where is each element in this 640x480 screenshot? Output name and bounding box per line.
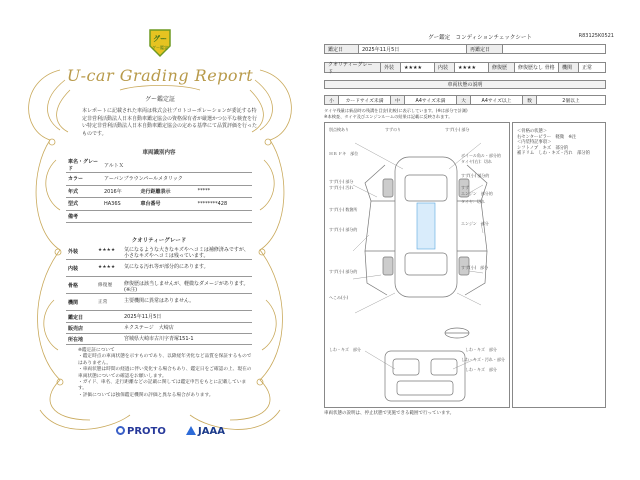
goo-kantei-badge-icon bbox=[148, 28, 172, 58]
date-row: 鑑定日 2025年11月5日 再鑑定日 bbox=[324, 44, 606, 54]
certificate-notes bbox=[78, 348, 254, 399]
quality-grade-row: クオリティーグレード 外装 ★★★★ 内装 ★★★★ 修復歴 修復歴なし 骨格 機関 正常 bbox=[324, 62, 606, 73]
vehicle-table bbox=[66, 158, 252, 223]
damage-annotation: しわ・キズ 部分 bbox=[465, 367, 497, 372]
damage-annotation: しわ・キズ 部分 bbox=[329, 347, 361, 352]
special-notes-list: ＜骨格の状態＞ 右センターピラー 軽微 ※注 ＜内装特記事項＞ シフトノブ キズ 部分的 補ドリム しわ・キズ・汚れ 部分的 bbox=[517, 129, 590, 157]
sheet-footer-note: 車両状態の説明は、停止状態で実施できる範囲で行っています。 bbox=[324, 411, 455, 416]
table-row bbox=[66, 210, 252, 223]
dealer-row: 販売店 ネクステージ 大崎店 bbox=[66, 324, 252, 334]
table-row bbox=[66, 173, 252, 186]
quality-row-interior: 内装 ★★★★ 気になる汚れ等が部分的にあります。 bbox=[66, 262, 252, 277]
note-item: ・ガイド、車名、走行距離などの記載に関しては鑑定申告をもとに記載しています。 bbox=[78, 380, 247, 392]
vehicle-value bbox=[102, 210, 252, 223]
badge-label: グー鑑定 bbox=[152, 45, 168, 50]
vehicle-key-2: 走行距離表示 bbox=[139, 185, 196, 198]
damage-annotation: ボイール角ル・部分的 bbox=[461, 153, 501, 158]
vehicle-value: アーバンブラウンパールメタリック bbox=[102, 173, 252, 186]
proto-logo: PROTO bbox=[116, 426, 166, 437]
condition-check-sheet bbox=[320, 0, 640, 480]
vehicle-key: 型式 bbox=[66, 198, 102, 211]
vehicle-value-2: ********428 bbox=[196, 198, 252, 211]
damage-annotation: すず(小) 汚れ bbox=[329, 185, 354, 190]
damage-annotation: タイヤ(右)：切れ bbox=[461, 159, 493, 164]
damage-annotation: しわ・キズ・汚れ・部分 bbox=[461, 357, 505, 362]
svg-text:グー: グー bbox=[153, 35, 167, 43]
vehicle-key: 年式 bbox=[66, 185, 102, 198]
vehicle-value: 2016年 bbox=[102, 185, 139, 198]
note-item: ・鑑定時点の車両状態を示すものであり、以降経年劣化など品質を保証するものではありません。 bbox=[78, 354, 252, 366]
table-row bbox=[66, 198, 252, 211]
sheet-code: R83125K0521 bbox=[578, 33, 614, 39]
quality-row-engine: 機関 正常 主要機関に異常はありません。 bbox=[66, 296, 252, 311]
damage-annotation: すず(小) 数箇所 bbox=[329, 207, 358, 212]
vehicle-key: カラー bbox=[66, 173, 102, 186]
condition-description-title: 車両状態の説明 bbox=[324, 80, 606, 89]
note-item: ・評価については独保鑑定機関の評価と異なる場合があります。 bbox=[78, 392, 214, 398]
quality-section-title: クオリティーグレード bbox=[131, 238, 187, 244]
table-row bbox=[66, 158, 252, 173]
damage-annotation: すず(小) 部分 bbox=[329, 179, 354, 184]
tire-legend: タイヤ残量は新品時の残溝を目安(比較)に表示しています。(※は部分で計測) ※本検査、タイヤ及びエンジンルームの結果は記載に反映されます。 bbox=[324, 108, 468, 119]
certificate-intro: 本レポートに記載された車両は株式会社プロトコーポレーションが委託する特定非営利活動法人日本自動車鑑定協会の資格保有者が厳選かつ公平な検査を行い特定非営利活動法人日本自動車鑑定協会の定める基準にて品質評価を行ったものです。 bbox=[82, 108, 258, 137]
damage-annotation: すず bbox=[461, 185, 470, 190]
certificate-subtitle: グー鑑定証 bbox=[144, 96, 175, 103]
jaaa-logo: JAAA bbox=[186, 426, 225, 437]
damage-annotation: タイヤ：切れ bbox=[461, 199, 485, 204]
damage-annotation: へこみ(小) bbox=[329, 295, 349, 300]
quality-row-frame: 骨格 修復歴 修復歴は該当しませんが、軽微なダメージがあります。(※注) bbox=[66, 279, 252, 294]
report-title: U-car Grading Report bbox=[66, 66, 254, 85]
table-row bbox=[66, 185, 252, 198]
address-row: 所在地 宮城県大崎市古川字青塚151-1 bbox=[66, 335, 252, 345]
inspection-date-row: 鑑定日 2025年11月5日 bbox=[66, 313, 252, 323]
damage-annotation: 別点検あり bbox=[329, 127, 349, 132]
damage-annotation: すず(小) 部分的 bbox=[329, 227, 358, 232]
vehicle-key-2: 車台番号 bbox=[139, 198, 196, 211]
damage-annotation: エンジン 部分的 bbox=[461, 191, 493, 196]
damage-annotation: すずのり bbox=[385, 127, 402, 132]
damage-annotation: すず(小) 部分的 bbox=[461, 173, 490, 178]
vehicle-section-title: 車両識別内容 bbox=[142, 150, 176, 156]
damage-annotation: すず(小) 部分 bbox=[461, 265, 489, 270]
damage-annotation: ＨＢ Ｆキ 部位 bbox=[329, 151, 359, 156]
sheet-title: グー鑑定 コンディションチェックシート bbox=[428, 35, 532, 41]
vehicle-damage-diagram bbox=[324, 122, 510, 408]
damage-annotation: すず(小) 部分的 bbox=[329, 269, 358, 274]
quality-row-exterior: 外装 ★★★★ 気になるような大きなキズやヘコミは補修済みですが、小さなキズやヘコミは残っています。 bbox=[66, 245, 252, 260]
note-item: ・車両状態は時間の経過に伴い変化する場合もあり、鑑定日をご確認の上、現在の車両状態についての確認をお願いします。 bbox=[78, 367, 252, 379]
vehicle-value: アルトＸ bbox=[102, 158, 252, 173]
special-notes-box bbox=[512, 122, 606, 408]
damage-annotation: すず(小) 部分 bbox=[445, 127, 470, 132]
vehicle-key: 備考 bbox=[66, 210, 102, 223]
notes-title: ※鑑定証について bbox=[78, 348, 115, 353]
vehicle-key: 車名・グレード bbox=[66, 158, 102, 173]
vehicle-value-2: ***** bbox=[196, 185, 252, 198]
vehicle-value: HA36S bbox=[102, 198, 139, 211]
damage-size-legend: 小 カードサイズ未満 中 A4サイズ未満 大 A4サイズ以上 数 2個以上 bbox=[324, 95, 606, 105]
damage-annotation: エンジン 部分 bbox=[461, 221, 489, 226]
damage-annotation: しわ・キズ 部分 bbox=[465, 347, 497, 352]
